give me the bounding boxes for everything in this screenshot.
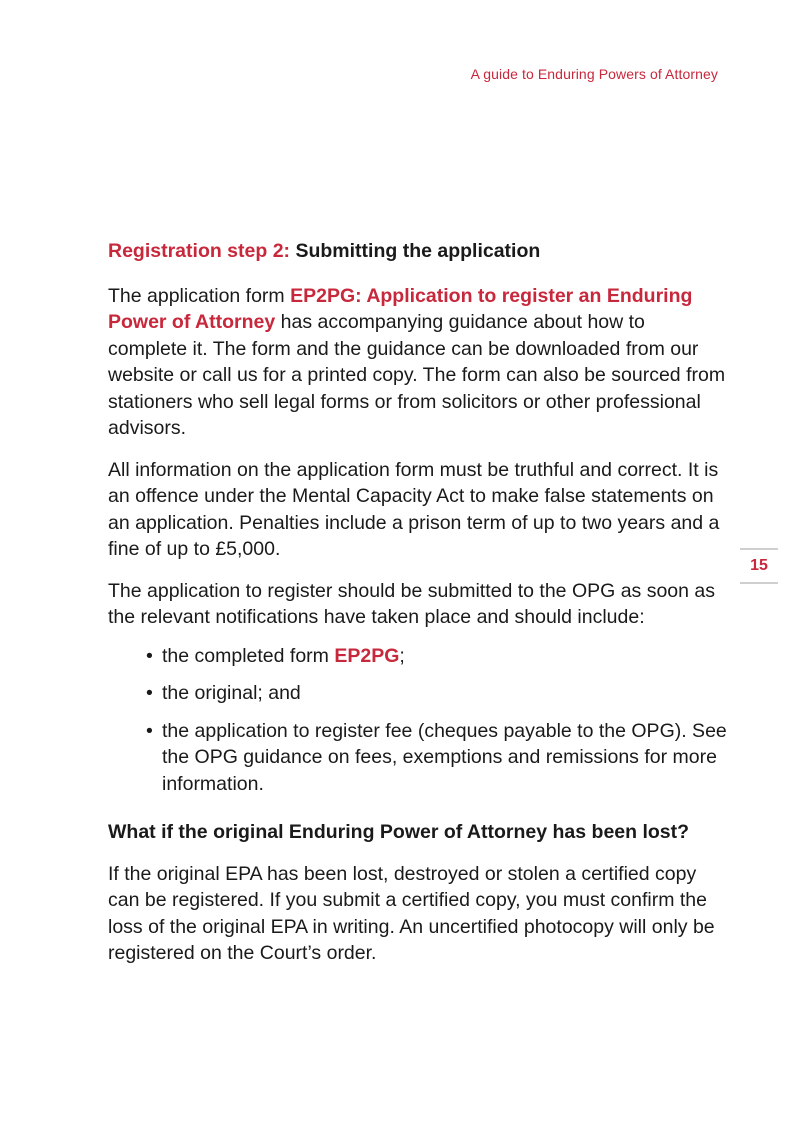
running-header: A guide to Enduring Powers of Attorney <box>470 66 718 82</box>
list-item-text: the original; and <box>162 682 301 704</box>
bullet-icon: • <box>146 644 153 667</box>
paragraph-text: has accompanying guidance about how to complete it. The form and the guidance can be downloaded from our website or call us for a printed copy. The form can also be sourced from stationers who sell legal forms or from solicitors or other professional advisors. <box>108 311 726 439</box>
section-heading <box>108 238 728 265</box>
section-heading-main: Submitting the application <box>290 240 541 262</box>
list-item-text: the completed form <box>162 644 335 667</box>
ep2pg-link[interactable]: EP2PG <box>334 644 400 667</box>
list-item <box>146 643 728 670</box>
form-ep2pg-link[interactable]: EP2PG: Application to register an Enduring Power of Attorney <box>108 284 693 333</box>
paragraph-truthful-information: All information on the application form must be truthful and correct. It is an offence under the Mental Capacity Act to make false statements on an application. Penalties include a prison term of up to two years and a fine of up to £5,000. <box>108 458 720 560</box>
paragraph-application-form <box>108 283 728 442</box>
page-number-box <box>740 548 778 584</box>
section-heading-prefix: Registration step 2: <box>108 240 291 262</box>
list-item-text: ; <box>399 644 405 667</box>
list-item-text: the application to register fee (cheques payable to the OPG). See the OPG guidance on fees, exemptions and remissions for more information. <box>162 719 727 795</box>
list-item <box>146 718 728 798</box>
lost-epa-heading: What if the original Enduring Power of Attorney has been lost? <box>108 821 690 843</box>
paragraph-lost-epa: If the original EPA has been lost, destroyed or stolen a certified copy can be registered. If you submit a certified copy, you must confirm the loss of the original EPA in writing. An uncertified photocopy will only be registered on the Court’s order. <box>108 862 715 964</box>
page-number: 15 <box>750 557 768 574</box>
paragraph-text: The application form <box>108 284 291 307</box>
bullet-icon: • <box>146 682 153 704</box>
bullet-icon: • <box>146 719 153 742</box>
list-item <box>146 680 728 707</box>
main-content <box>108 238 728 982</box>
paragraph-submission: The application to register should be submitted to the OPG as soon as the relevant notifications have taken place and should include: <box>108 579 716 628</box>
requirements-list <box>108 643 728 798</box>
